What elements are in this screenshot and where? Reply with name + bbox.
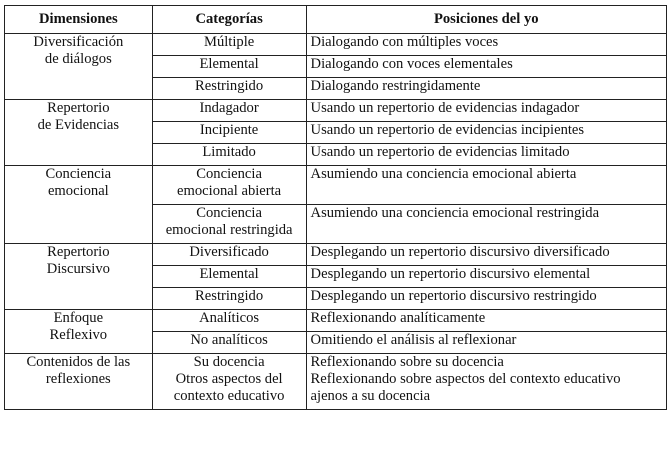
- position-cell: [306, 122, 666, 144]
- dimension-text: de Evidencias: [37, 117, 120, 133]
- position-text: Usando un repertorio de evidencias incipientes: [310, 122, 585, 138]
- position-text: Desplegando un repertorio discursivo restringido: [310, 288, 597, 304]
- position-text: Reflexionando analíticamente: [310, 310, 486, 326]
- table-row: [5, 100, 667, 122]
- category-text: Múltiple: [203, 34, 255, 50]
- dimension-text: Repertorio: [47, 100, 110, 116]
- dimension-text: Diversificación: [33, 34, 124, 50]
- position-cell: [306, 205, 666, 244]
- category-text: Restringido: [195, 288, 264, 304]
- dimension-text: Conciencia: [45, 166, 112, 182]
- dimension-text: Repertorio: [47, 244, 110, 260]
- category-text: Conciencia: [196, 166, 262, 182]
- position-text: Reflexionando sobre su docencia: [310, 354, 504, 370]
- header-dimensiones: Dimensiones: [5, 6, 153, 34]
- position-cell: [306, 288, 666, 310]
- category-text: Su docencia: [193, 354, 265, 370]
- header-posiciones: Posiciones del yo: [306, 6, 666, 34]
- category-cell: [152, 144, 306, 166]
- category-cell: [152, 354, 306, 410]
- position-text: Reflexionando sobre aspectos del contexto educativo: [310, 371, 621, 387]
- dimension-text: Enfoque: [53, 310, 104, 326]
- dimension-text: Discursivo: [46, 261, 110, 277]
- table-row: [5, 354, 667, 410]
- category-text: Otros aspectos del: [175, 371, 283, 387]
- position-cell: [306, 244, 666, 266]
- position-text: Dialogando restringidamente: [310, 78, 481, 94]
- category-cell: [152, 244, 306, 266]
- position-text: Omitiendo el análisis al reflexionar: [310, 332, 517, 348]
- position-text: ajenos a su docencia: [310, 388, 431, 404]
- category-cell: [152, 78, 306, 100]
- position-text: Desplegando un repertorio discursivo elemental: [310, 266, 591, 282]
- category-cell: [152, 56, 306, 78]
- position-cell: [306, 266, 666, 288]
- category-text: Restringido: [195, 78, 264, 94]
- position-cell: [306, 310, 666, 332]
- position-cell: [306, 166, 666, 205]
- category-text: contexto educativo: [173, 388, 285, 404]
- category-text: Incipiente: [199, 122, 259, 138]
- dimension-cell: [5, 166, 153, 244]
- category-cell: [152, 266, 306, 288]
- category-cell: [152, 310, 306, 332]
- dimension-cell: [5, 100, 153, 166]
- position-cell: [306, 56, 666, 78]
- position-text: Usando un repertorio de evidencias limitado: [310, 144, 570, 160]
- category-text: emocional abierta: [177, 183, 282, 199]
- table-row: [5, 34, 667, 56]
- category-cell: [152, 166, 306, 205]
- category-cell: [152, 34, 306, 56]
- categories-table: [4, 5, 667, 410]
- header-row: [5, 6, 667, 34]
- category-text: Diversificado: [189, 244, 269, 260]
- dimension-cell: [5, 354, 153, 410]
- table-row: [5, 310, 667, 332]
- table-row: [5, 166, 667, 205]
- category-cell: [152, 288, 306, 310]
- category-text: Elemental: [199, 266, 259, 282]
- dimension-text: Reflexivo: [49, 327, 108, 343]
- category-cell: [152, 100, 306, 122]
- position-text: Dialogando con voces elementales: [310, 56, 513, 72]
- position-cell: [306, 144, 666, 166]
- dimension-text: reflexiones: [45, 371, 111, 387]
- position-text: Usando un repertorio de evidencias indagador: [310, 100, 580, 116]
- category-text: No analíticos: [190, 332, 268, 348]
- category-text: Elemental: [199, 56, 259, 72]
- category-text: emocional restringida: [165, 222, 293, 238]
- category-text: Analíticos: [199, 310, 260, 326]
- position-cell: [306, 78, 666, 100]
- position-cell: [306, 354, 666, 410]
- table-body: [5, 34, 667, 410]
- category-text: Conciencia: [196, 205, 262, 221]
- position-text: Asumiendo una conciencia emocional abierta: [310, 166, 577, 182]
- header-categorias: Categorías: [152, 6, 306, 34]
- position-cell: [306, 34, 666, 56]
- category-cell: [152, 205, 306, 244]
- position-cell: [306, 332, 666, 354]
- dimension-cell: [5, 310, 153, 354]
- category-cell: [152, 122, 306, 144]
- position-cell: [306, 100, 666, 122]
- table-row: [5, 244, 667, 266]
- category-cell: [152, 332, 306, 354]
- position-text: Dialogando con múltiples voces: [310, 34, 499, 50]
- dimension-cell: [5, 244, 153, 310]
- dimension-text: Contenidos de las: [26, 354, 131, 370]
- category-text: Limitado: [202, 144, 256, 160]
- dimension-cell: [5, 34, 153, 100]
- category-text: Indagador: [199, 100, 259, 116]
- position-text: Asumiendo una conciencia emocional restringida: [310, 205, 600, 221]
- dimension-text: de diálogos: [44, 51, 112, 67]
- dimension-text: emocional: [47, 183, 109, 199]
- position-text: Desplegando un repertorio discursivo diversificado: [310, 244, 610, 260]
